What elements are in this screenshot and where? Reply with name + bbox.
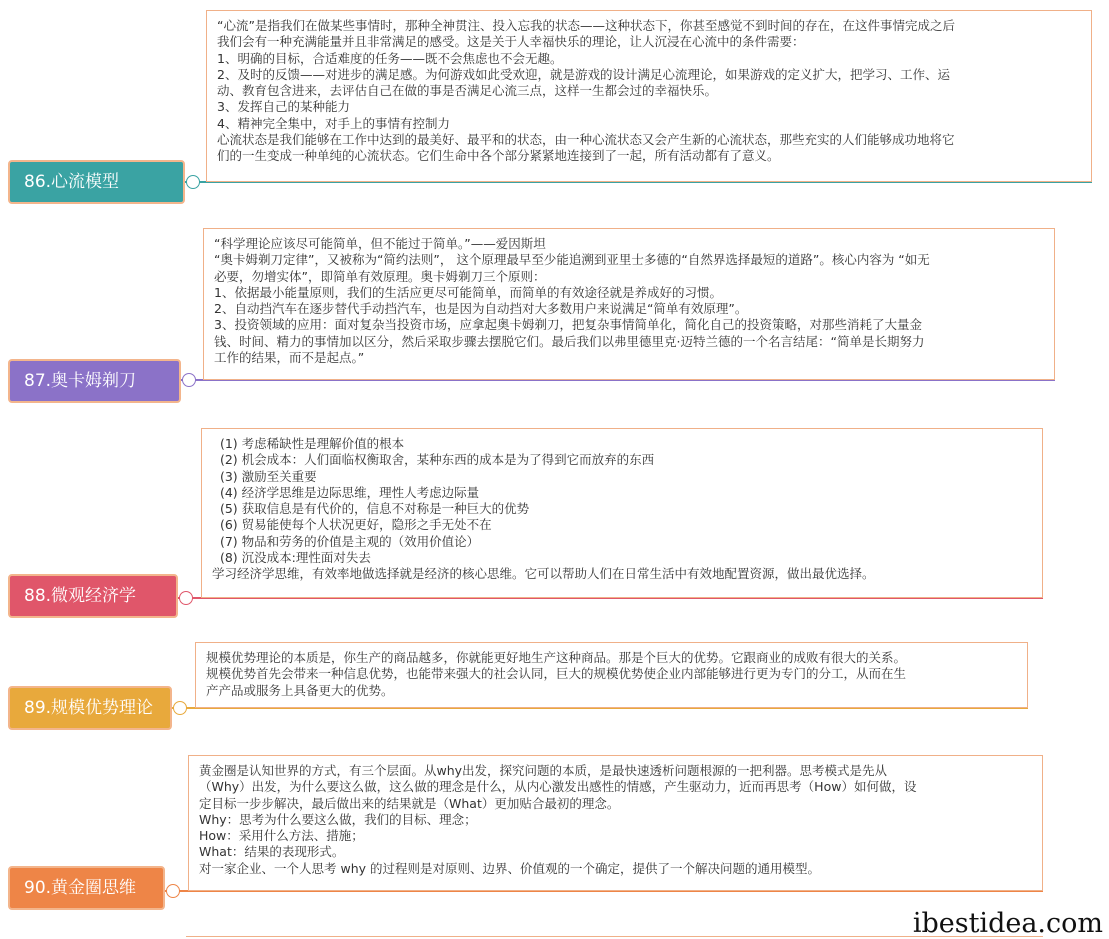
note-line: 们的一生变成一种单纯的心流状态。它们生命中各个部分紧紧地连接到了一起，所有活动都有了意义。 [217,148,780,164]
topic-note [203,228,1055,380]
topic-label: 90.黄金圈思维 [24,877,137,898]
note-line: What：结果的表现形式。 [199,844,345,860]
collapse-toggle-icon[interactable] [186,175,200,189]
topic-node[interactable] [8,866,165,910]
topic-node[interactable] [8,160,185,204]
note-line: （Why）出发，为什么要这么做，这么做的理念是什么，从内心激发出感性的情感，产生驱动力，近而再思考（How）如何做，设 [199,779,917,795]
topic-node[interactable] [8,574,178,618]
note-line: 规模优势理论的本质是，你生产的商品越多，你就能更好地生产这种商品。那是个巨大的优势。它跟商业的成败有很大的关系。 [206,650,907,665]
note-line: 黄金圈是认知世界的方式，有三个层面。从why出发，探究问题的本质，是最快速透析问题根源的一把利器。思考模式是先从 [199,763,888,778]
note-line: 工作的结果，而不是起点。” [214,350,365,366]
collapse-toggle-icon[interactable] [173,701,187,715]
collapse-toggle-icon[interactable] [179,591,193,605]
note-line: (5) 获取信息是有代价的，信息不对称是一种巨大的优势 [212,501,530,517]
note-line: 心流状态是我们能够在工作中达到的最美好、最平和的状态，由一种心流状态又会产生新的心流状态，那些充实的人们能够成功地将它 [217,132,955,148]
note-line: (3) 激励至关重要 [212,468,317,484]
note-line: How：采用什么方法、措施； [199,828,364,844]
topic-node[interactable] [8,686,172,730]
note-line: 动、教育包含进来，去评估自己在做的事是否满足心流三点，这样一生都会过的幸福快乐。 [217,83,718,99]
watermark: ibestidea.com [912,908,1103,939]
note-line: 对一家企业、一个人思考 why 的过程则是对原则、边界、价值观的一个确定，提供了一个解决问题的通用模型。 [199,860,820,876]
topic-note [206,10,1092,182]
note-line: 2、及时的反馈——对进步的满足感。为何游戏如此受欢迎，就是游戏的设计满足心流理论，如果游戏的定义扩大，把学习、工作、运 [217,66,950,82]
topic-note [195,642,1028,708]
note-line: 1、明确的目标，合适难度的任务——既不会焦虑也不会无趣。 [217,50,563,66]
note-line: 规模优势首先会带来一种信息优势，也能带来强大的社会认同，巨大的规模优势使企业内部能够进行更为专门的分工，从而在生 [206,666,907,682]
note-line: 必要，勿增实体”，即简单有效原理。奥卡姆剃刀三个原则： [214,268,546,284]
note-line: “心流”是指我们在做某些事情时，那种全神贯注、投入忘我的状态——这种状态下，你甚至感觉不到时间的存在，在这件事情完成之后 [217,18,955,33]
note-line: Why：思考为什么要这么做，我们的目标、理念； [199,811,477,827]
note-line: “科学理论应该尽可能简单，但不能过于简单。”——爱因斯坦 [214,236,546,251]
note-line: 3、投资领域的应用：面对复杂当投资市场，应拿起奥卡姆剃刀，把复杂事情简单化，简化自己的投资策略，对那些消耗了大量金 [214,317,922,333]
topic-note [201,428,1043,598]
note-line: (8) 沉没成本:理性面对失去 [212,550,371,566]
note-line: 我们会有一种充满能量并且非常满足的感受。这是关于人幸福快乐的理论，让人沉浸在心流中的条件需要： [217,34,805,50]
note-line: 定目标一步步解决，最后做出来的结果就是（What）更加贴合最初的理念。 [199,795,620,811]
note-line: 1、依据最小能量原则，我们的生活应更尽可能简单，而简单的有效途径就是养成好的习惯。 [214,284,722,300]
topic-node[interactable] [8,359,181,403]
note-line: (7) 物品和劳务的价值是主观的（效用价值论） [212,533,480,549]
note-line: 3、发挥自己的某种能力 [217,99,350,115]
note-line: 4、精神完全集中，对手上的事情有控制力 [217,115,450,131]
topic-label: 87.奥卡姆剃刀 [24,370,137,391]
note-line: 学习经济学思维，有效率地做选择就是经济的核心思维。它可以帮助人们在日常生活中有效地配置资源，做出最优选择。 [212,566,875,582]
topic-label: 89.规模优势理论 [24,697,154,718]
note-line: 产产品或服务上具备更大的优势。 [206,682,394,698]
note-line: (1) 考虑稀缺性是理解价值的根本 [212,436,405,451]
note-line: (4) 经济学思维是边际思维，理性人考虑边际量 [212,484,480,500]
note-line: 钱、时间、精力的事情加以区分，然后采取步骤去摆脱它们。最后我们以弗里德里克·迈特兰德的一个名言结尾：“简单是长期努力 [214,333,925,349]
note-line: “奥卡姆剃刀定律”，又被称为“简约法则”， 这个原理最早至少能追溯到亚里士多德的“自然界选择最短的道路”。核心内容为 “如无 [214,252,930,268]
collapse-toggle-icon[interactable] [182,373,196,387]
topic-label: 88.微观经济学 [24,585,137,606]
collapse-toggle-icon[interactable] [166,884,180,898]
note-line: (2) 机会成本：人们面临权衡取舍，某种东西的成本是为了得到它而放弃的东西 [212,452,655,468]
topic-label: 86.心流模型 [24,171,120,192]
note-line: (6) 贸易能使每个人状况更好，隐形之手无处不在 [212,517,492,533]
note-line: 2、自动挡汽车在逐步替代手动挡汽车，也是因为自动挡对大多数用户来说满足“简单有效原理”。 [214,301,748,317]
topic-note [188,755,1043,891]
